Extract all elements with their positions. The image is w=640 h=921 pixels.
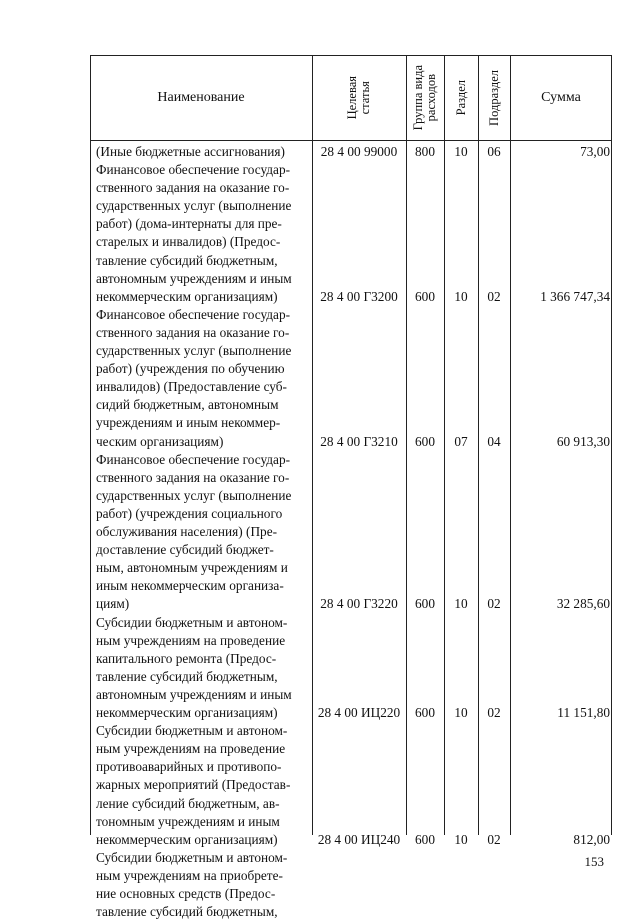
header-sum: Сумма bbox=[541, 89, 581, 105]
row-name-line: сударственных услуг (выполнение bbox=[96, 198, 292, 214]
row-group: 600 bbox=[415, 433, 435, 449]
row-name-line: работ) (учреждения по обучению bbox=[96, 361, 285, 377]
row-subsection: 06 bbox=[487, 144, 501, 159]
row-name-line: Субсидии бюджетным и автоном- bbox=[96, 614, 288, 630]
row-name-line: автономным учреждениям и иным bbox=[96, 270, 292, 286]
header-subsection-label: Подраздел bbox=[486, 69, 501, 126]
row-name-line: Финансовое обеспечение государ- bbox=[96, 451, 291, 467]
row-section: 10 bbox=[454, 831, 468, 847]
row-name-line: ление субсидий бюджетным, ав- bbox=[96, 795, 280, 811]
row-name-line: автономным учреждениям и иным bbox=[96, 686, 292, 702]
row-group: 600 bbox=[415, 596, 435, 612]
row-code: 28 4 00 Г3200 bbox=[320, 288, 398, 304]
row-code: 28 4 00 Г3210 bbox=[320, 433, 398, 449]
row-name bbox=[96, 614, 308, 723]
row-name-line: ние основных средств (Предос- bbox=[96, 886, 276, 902]
row-name-line: ственного задания на оказание го- bbox=[96, 180, 290, 196]
row-name-line: ным учреждениям на приобрете- bbox=[96, 867, 283, 883]
row-section: 10 bbox=[454, 705, 468, 721]
row-name-line: Субсидии бюджетным и автоном- bbox=[96, 723, 288, 739]
row-name-line: тавление субсидий бюджетным, bbox=[96, 668, 278, 684]
row-name-line: учреждениям и иным некоммер- bbox=[96, 415, 281, 431]
row-name-line: Финансовое обеспечение государ- bbox=[96, 162, 291, 178]
row-group: 600 bbox=[415, 288, 435, 304]
row-name-line: тавление субсидий бюджетным, bbox=[96, 252, 278, 268]
row-name-line: тавление субсидий бюджетным, bbox=[96, 904, 278, 920]
row-sum: 60 913,30 bbox=[556, 433, 610, 449]
row-name-line: ным, автономным учреждениям и bbox=[96, 560, 288, 576]
row-section: 07 bbox=[454, 433, 468, 449]
row-subsection: 02 bbox=[487, 705, 501, 721]
row-name-line: старелых и инвалидов) (Предос- bbox=[96, 234, 281, 250]
row-name bbox=[96, 161, 308, 306]
row-section: 10 bbox=[454, 288, 468, 304]
row-group: 600 bbox=[415, 831, 435, 847]
row-name-line: капитального ремонта (Предос- bbox=[96, 650, 277, 666]
row-section: 10 bbox=[454, 144, 468, 159]
row-name-line: доставление субсидий бюджет- bbox=[96, 542, 274, 558]
row-name-line: тономным учреждениям и иным bbox=[96, 813, 280, 829]
header-group bbox=[406, 55, 444, 140]
row-name-line: циям) bbox=[96, 596, 130, 612]
row-section: 10 bbox=[454, 596, 468, 612]
row-sum: 812,00 bbox=[573, 831, 610, 847]
row-name-line: сударственных услуг (выполнение bbox=[96, 487, 292, 503]
row-name bbox=[96, 143, 308, 161]
table-border-right bbox=[611, 55, 612, 835]
row-group: 800 bbox=[415, 144, 435, 159]
row-name-line: некоммерческим организациям) bbox=[96, 705, 278, 721]
row-name bbox=[96, 849, 308, 921]
row-name-line: некоммерческим организациям) bbox=[96, 288, 278, 304]
row-name bbox=[96, 306, 308, 451]
row-subsection: 02 bbox=[487, 831, 501, 847]
row-name-line: Финансовое обеспечение государ- bbox=[96, 306, 291, 322]
header-name: Наименование bbox=[157, 89, 245, 105]
row-name-line: ственного задания на оказание го- bbox=[96, 324, 290, 340]
table-border-left bbox=[90, 55, 91, 835]
row-code: 28 4 00 Г3220 bbox=[320, 596, 398, 612]
row-name-line: работ) (учреждения социального bbox=[96, 505, 283, 521]
row-name-line: жарных мероприятий (Предостав- bbox=[96, 777, 291, 793]
row-subsection: 02 bbox=[487, 288, 501, 304]
row-name-line: работ) (дома-интернаты для пре- bbox=[96, 216, 282, 232]
row-name bbox=[96, 722, 308, 849]
header-group-label: Группа вида расходов bbox=[411, 64, 438, 131]
row-name-line: инвалидов) (Предоставление суб- bbox=[96, 379, 287, 395]
row-name-line: обслуживания населения) (Пре- bbox=[96, 524, 278, 540]
row-sum: 32 285,60 bbox=[556, 596, 610, 612]
row-subsection: 04 bbox=[487, 433, 501, 449]
row-group: 600 bbox=[415, 705, 435, 721]
page-number: 153 bbox=[584, 854, 604, 869]
row-name-line: сидий бюджетным, автономным bbox=[96, 397, 279, 413]
row-name-line: иным некоммерческим организа- bbox=[96, 578, 284, 594]
row-name-line: ческим организациям) bbox=[96, 433, 224, 449]
header-subsection bbox=[478, 55, 510, 140]
row-code: 28 4 00 ИЦ220 bbox=[317, 705, 401, 721]
row-subsection: 02 bbox=[487, 596, 501, 612]
row-name-line: ственного задания на оказание го- bbox=[96, 469, 290, 485]
row-code: 28 4 00 ИЦ240 bbox=[317, 831, 401, 847]
row-name-line: ным учреждениям на проведение bbox=[96, 741, 286, 757]
row-name-line: (Иные бюджетные ассигнования) bbox=[96, 144, 285, 159]
header-divider bbox=[90, 140, 612, 141]
row-code: 28 4 00 99000 bbox=[320, 144, 398, 159]
header-section bbox=[444, 55, 478, 140]
row-name-line: противоаварийных и противопо- bbox=[96, 759, 282, 775]
header-code-label: Целевая статья bbox=[345, 75, 372, 120]
header-section-label: Раздел bbox=[453, 79, 468, 116]
row-sum: 73,00 bbox=[580, 144, 610, 159]
row-name bbox=[96, 451, 308, 614]
row-name-line: сударственных услуг (выполнение bbox=[96, 343, 292, 359]
header-code bbox=[312, 55, 406, 140]
row-name-line: Субсидии бюджетным и автоном- bbox=[96, 849, 288, 865]
row-sum: 1 366 747,34 bbox=[540, 288, 610, 304]
row-sum: 11 151,80 bbox=[557, 705, 610, 721]
row-name-line: некоммерческим организациям) bbox=[96, 831, 278, 847]
row-name-line: ным учреждениям на проведение bbox=[96, 632, 286, 648]
